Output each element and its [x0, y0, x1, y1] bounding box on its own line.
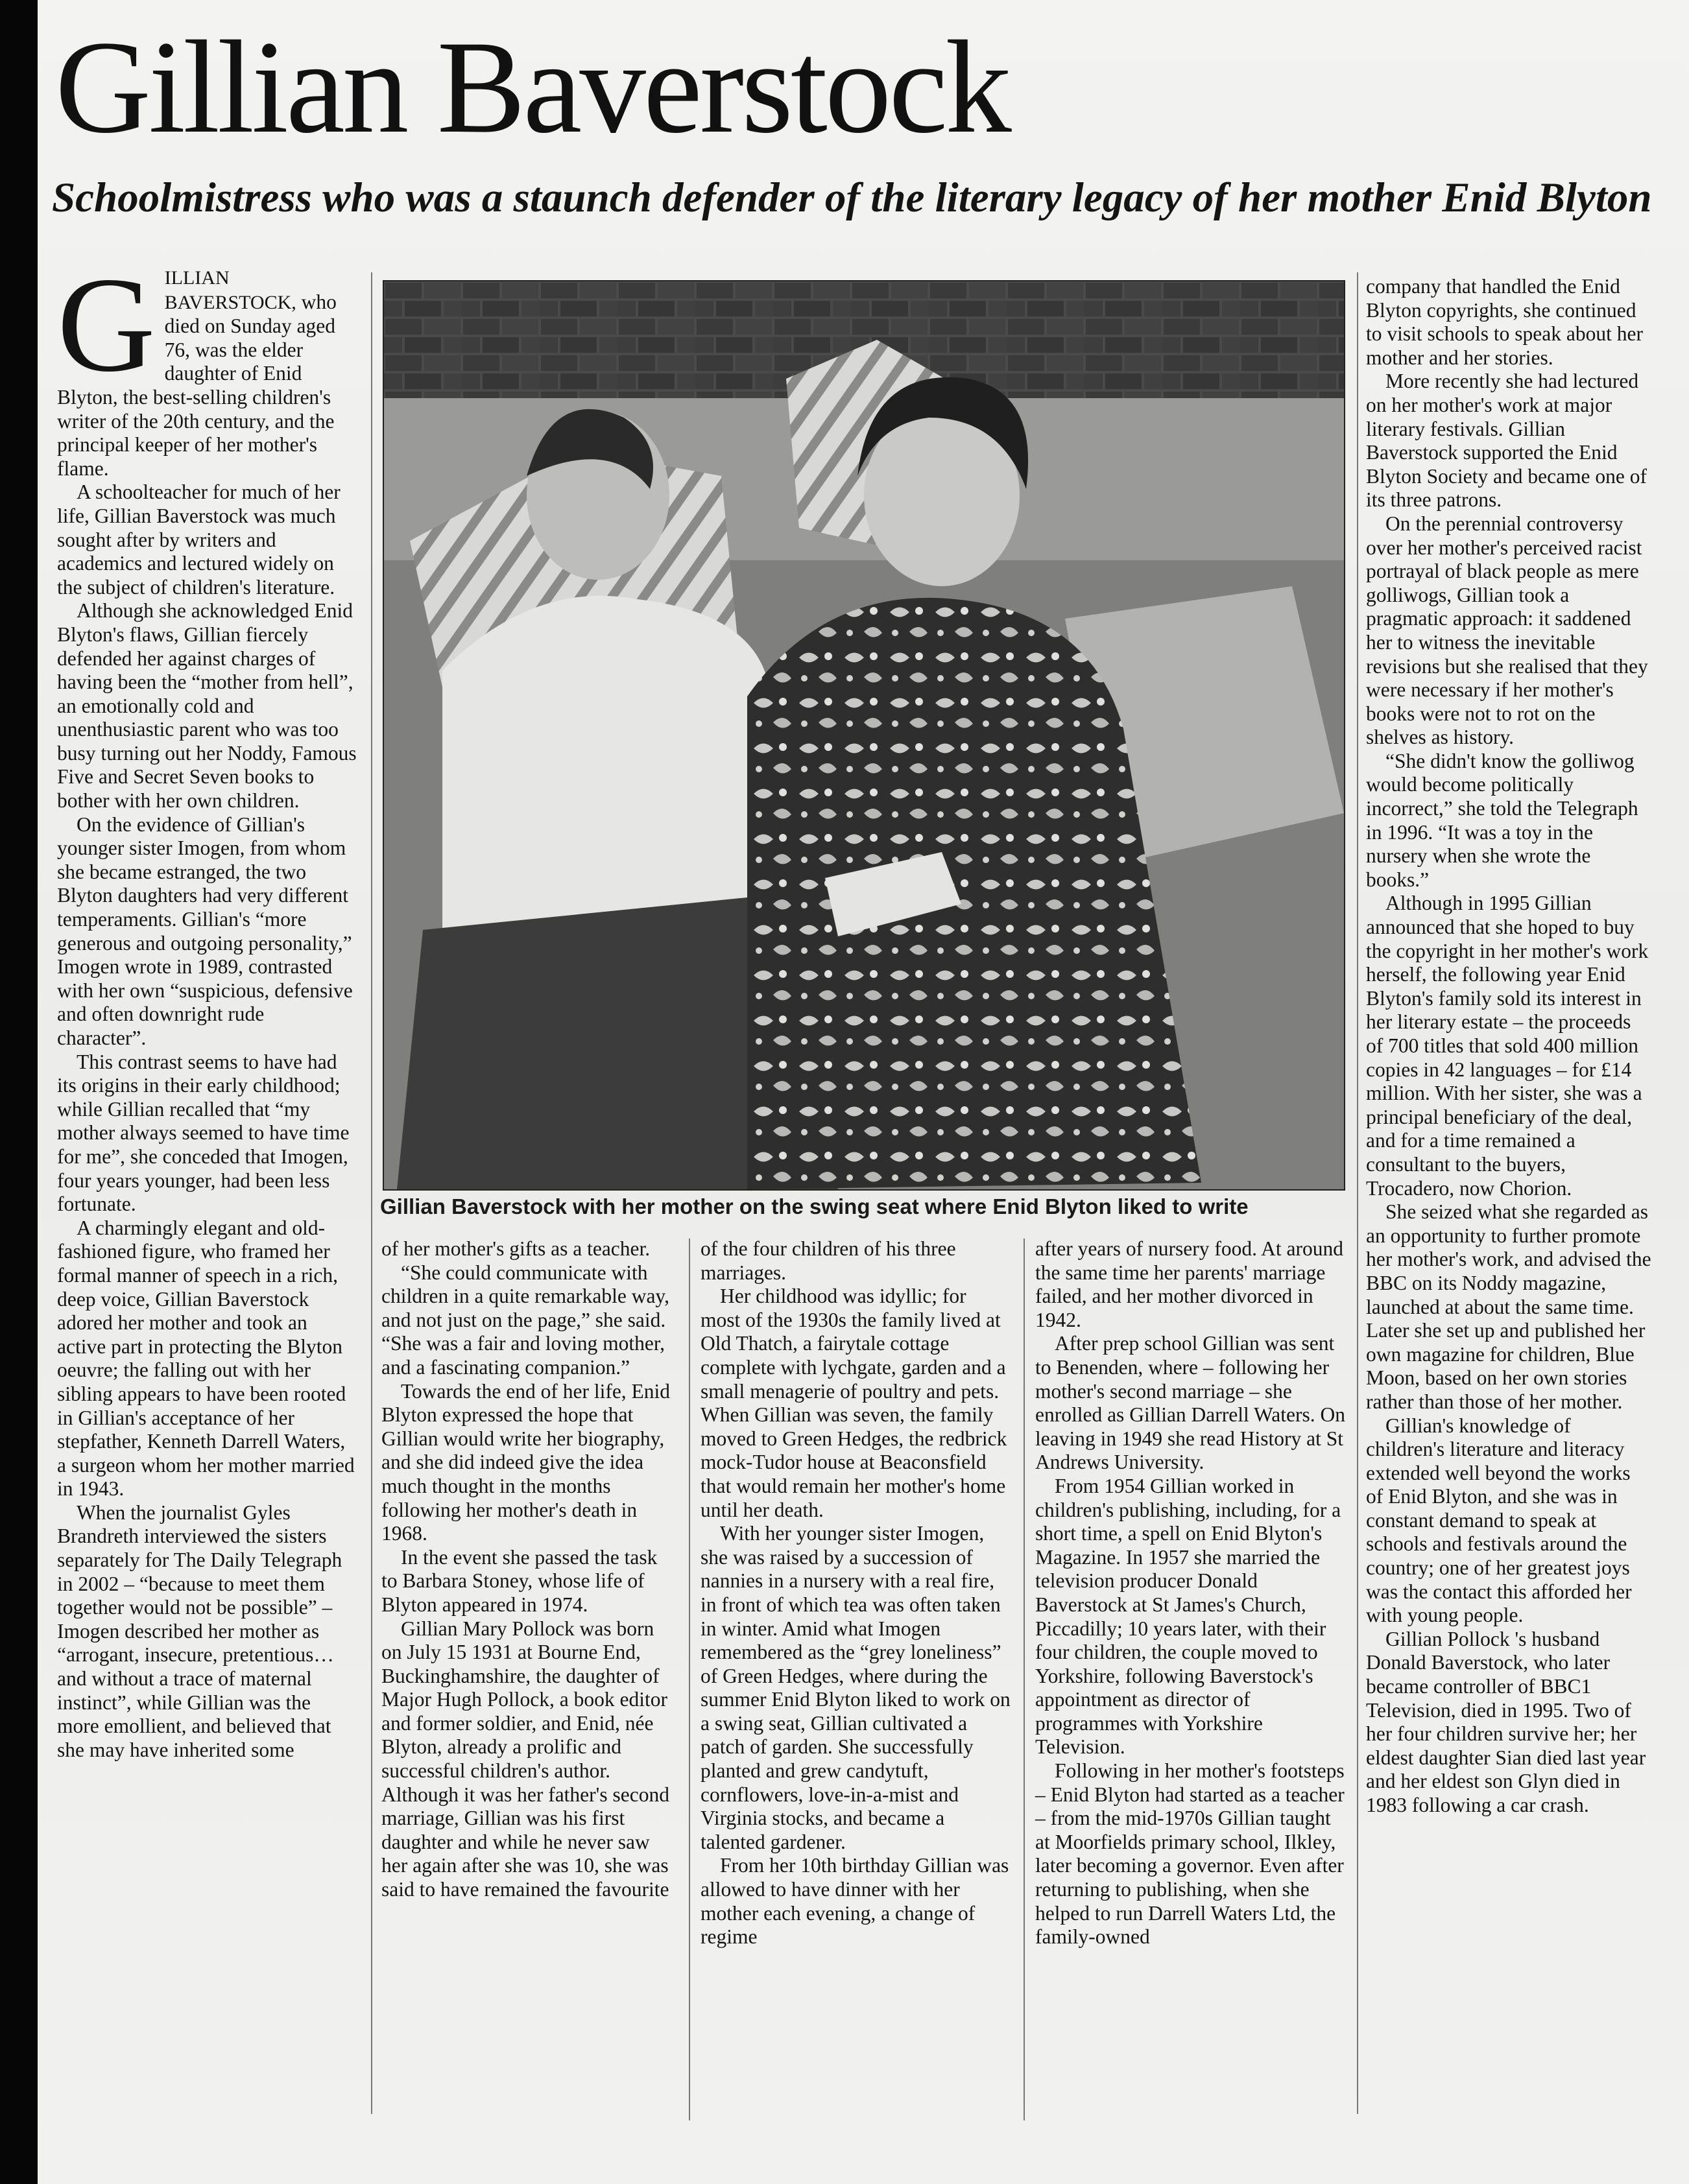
- paragraph: Gillian's knowledge of children's literature and literacy extended well beyond the works of Enid Blyton, and she was in constant demand to speak at schools and festivals around the country; one of her greatest joys was the contact this afforded her with young people.: [1366, 1414, 1632, 1627]
- lead-text: who died on Sunday aged 76, was the elder daughter of Enid Blyton, the best-selling children's writer of the 20th century, and the principal keeper of her mother's flame.: [57, 290, 337, 480]
- paragraph: Although she acknowledged Enid Blyton's flaws, Gillian fiercely defended her against charges of having been the “mother from hell”, an emotionally cold and unenthusiastic parent who was too busy turning out her Noddy, Famous Five and Secret Seven books to bother with her own children.: [57, 599, 357, 813]
- paragraph: With her younger sister Imogen, she was raised by a succession of nannies in a nursery with a real fire, in front of which tea was often taken in winter. Amid what Imogen remembered as the “grey loneliness” of Green Hedges, where during the summer Enid Blyton liked to work on a swing seat, Gillian cultivated a patch of garden. She successfully planted and grew candytuft, cornflowers, love-in-a-mist and Virginia stocks, and became a talented gardener.: [701, 1522, 1011, 1853]
- paragraph: of the four children of his three marriages.: [701, 1237, 956, 1284]
- paragraph: From 1954 Gillian worked in children's publishing, including, for a short time, a spell on Enid Blyton's Magazine. In 1957 she married the television producer Donald Baverstock at St James's Church, Piccadilly; 10 years later, with their four children, the couple moved to Yorkshire, following Baverstock's appointment as director of programmes with Yorkshire Television.: [1035, 1474, 1341, 1759]
- paragraph: “She didn't know the golliwog would become politically incorrect,” she told the Telegraph in 1996. “It was a toy in the nursery when she wrote the books.”: [1366, 749, 1638, 891]
- paragraph: In the event she passed the task to Barbara Stoney, whose life of Blyton appeared in 1974.: [381, 1545, 658, 1616]
- lead-in: ILLIAN BAVERSTOCK,: [164, 267, 296, 313]
- column-3: [701, 1237, 1011, 2126]
- paragraph: of her mother's gifts as a teacher.: [381, 1237, 651, 1260]
- column-4: [1035, 1237, 1345, 2126]
- paragraph: After prep school Gillian was sent to Benenden, where – following her mother's second marriage – she enrolled as Gillian Darrell Waters. On leaving in 1949 she read History at St Andrews University.: [1035, 1332, 1345, 1474]
- paragraph: More recently she had lectured on her mother's work at major literary festivals. Gillian Baverstock supported the Enid Blyton Society and became one of its three patrons.: [1366, 370, 1647, 512]
- column-rule: [689, 1239, 690, 2120]
- scan-dark-edge-left: [0, 0, 38, 2184]
- photo-caption: Gillian Baverstock with her mother on the swing seat where Enid Blyton liked to write: [380, 1194, 1249, 1218]
- column-rule: [1357, 272, 1358, 2114]
- photo-illustration: [384, 281, 1344, 1189]
- paragraph: On the perennial controversy over her mother's perceived racist portrayal of black people as mere golliwogs, Gillian took a pragmatic approach: it saddened her to witness the inevitable revisions but she realised that they were necessary if her mother's books were not to rot on the shelves as history.: [1366, 512, 1648, 749]
- deck-subtitle: Schoolmistress who was a staunch defender of the literary legacy of her mother Enid Blyton: [52, 174, 1652, 221]
- paragraph: Following in her mother's footsteps – Enid Blyton had started as a teacher – from the mid-1970s Gillian taught at Moorfields primary school, Ilkley, later becoming a governor. Even after returning to publishing, when she helped to run Darrell Waters Ltd, the family-owned: [1035, 1759, 1345, 1949]
- paragraph: On the evidence of Gillian's younger sister Imogen, from whom she became estranged, the two Blyton daughters had very different temperaments. Gillian's “more generous and outgoing personality,” Imogen wrote in 1989, contrasted with her own “suspicious, defensive and often downright rude character”.: [57, 813, 353, 1049]
- paragraph: When the journalist Gyles Brandreth interviewed the sisters separately for The Daily Telegraph in 2002 – “because to meet them together would not be possible” – Imogen described her mother as “arrogant, insecure, pretentious… and without a trace of maternal instinct”, while Gillian was the more emollient, and believed that she may have inherited some: [57, 1501, 342, 1761]
- paragraph: Towards the end of her life, Enid Blyton expressed the hope that Gillian would write her biography, and she did indeed give the idea much thought in the months following her mother's death in 1968.: [381, 1379, 671, 1545]
- paragraph: Her childhood was idyllic; for most of the 1930s the family lived at Old Thatch, a fairytale cottage complete with lychgate, garden and a small menagerie of poultry and pets. When Gillian was seven, the family moved to Green Hedges, the redbrick mock-Tudor house at Beaconsfield that would remain her mother's home until her death.: [701, 1285, 1007, 1521]
- headline: Gillian Baverstock: [55, 14, 1009, 161]
- paragraph: company that handled the Enid Blyton copyrights, she continued to visit schools to speak about her mother and her stories.: [1366, 275, 1643, 369]
- column-rule: [1024, 1239, 1025, 2120]
- column-5: [1366, 275, 1651, 2130]
- paragraph: From her 10th birthday Gillian was allowed to have dinner with her mother each evening, a change of regime: [701, 1854, 1009, 1949]
- paragraph: She seized what she regarded as an opportunity to further promote her mother's work, and advised the BBC on its Noddy magazine, launched at about the same time. Later she set up and published her own magazine for children, Blue Moon, based on her own stories rather than those of her mother.: [1366, 1200, 1651, 1413]
- lead-paragraph: [57, 250, 357, 481]
- column-1: [57, 250, 357, 2127]
- paragraph: This contrast seems to have had its origins in their early childhood; while Gillian recalled that “my mother always seemed to have time for me”, she conceded that Imogen, four years younger, had been less fortunate.: [57, 1050, 350, 1216]
- photo-gillian-and-enid-blyton: [383, 280, 1345, 1191]
- paragraph: Gillian Pollock 's husband Donald Baverstock, who later became controller of BBC1 Television, died in 1995. Two of her four children survive her; her eldest daughter Sian died last year and her eldest son Glyn died in 1983 following a car crash.: [1366, 1627, 1646, 1816]
- paragraph: “She could communicate with children in a quite remarkable way, and not just on the page,” she said. “She was a fair and loving mother, and a fascinating companion.”: [381, 1261, 670, 1379]
- paragraph: Gillian Mary Pollock was born on July 15 1931 at Bourne End, Buckinghamshire, the daughter of Major Hugh Pollock, a book editor and former soldier, and Enid, née Blyton, already a prolific and successful children's author. Although it was her father's second marriage, Gillian was his first daughter and while he never saw her again after she was 10, she was said to have remained the favourite: [381, 1617, 669, 1901]
- column-rule: [371, 272, 372, 2114]
- drop-cap: G: [57, 250, 156, 400]
- column-2: [381, 1237, 677, 2126]
- paragraph: A schoolteacher for much of her life, Gillian Baverstock was much sought after by writers and academics and lectured widely on the subject of children's literature.: [57, 481, 341, 599]
- paragraph: Although in 1995 Gillian announced that she hoped to buy the copyright in her mother's work herself, the following year Enid Blyton's family sold its interest in her literary estate – the proceeds of 700 titles that sold 400 million copies in 42 languages – for £14 million. With her sister, she was a principal beneficiary of the deal, and for a time remained a consultant to the buyers, Trocadero, now Chorion.: [1366, 892, 1649, 1200]
- paragraph: after years of nursery food. At around the same time her parents' marriage failed, and her mother divorced in 1942.: [1035, 1237, 1343, 1331]
- paragraph: A charmingly elegant and old-fashioned figure, who framed her formal manner of speech in a rich, deep voice, Gillian Baverstock adored her mother and took an active part in protecting the Blyton oeuvre; the falling out with her sibling appears to have been rooted in Gillian's acceptance of her stepfather, Kenneth Darrell Waters, a surgeon whom her mother married in 1943.: [57, 1216, 355, 1501]
